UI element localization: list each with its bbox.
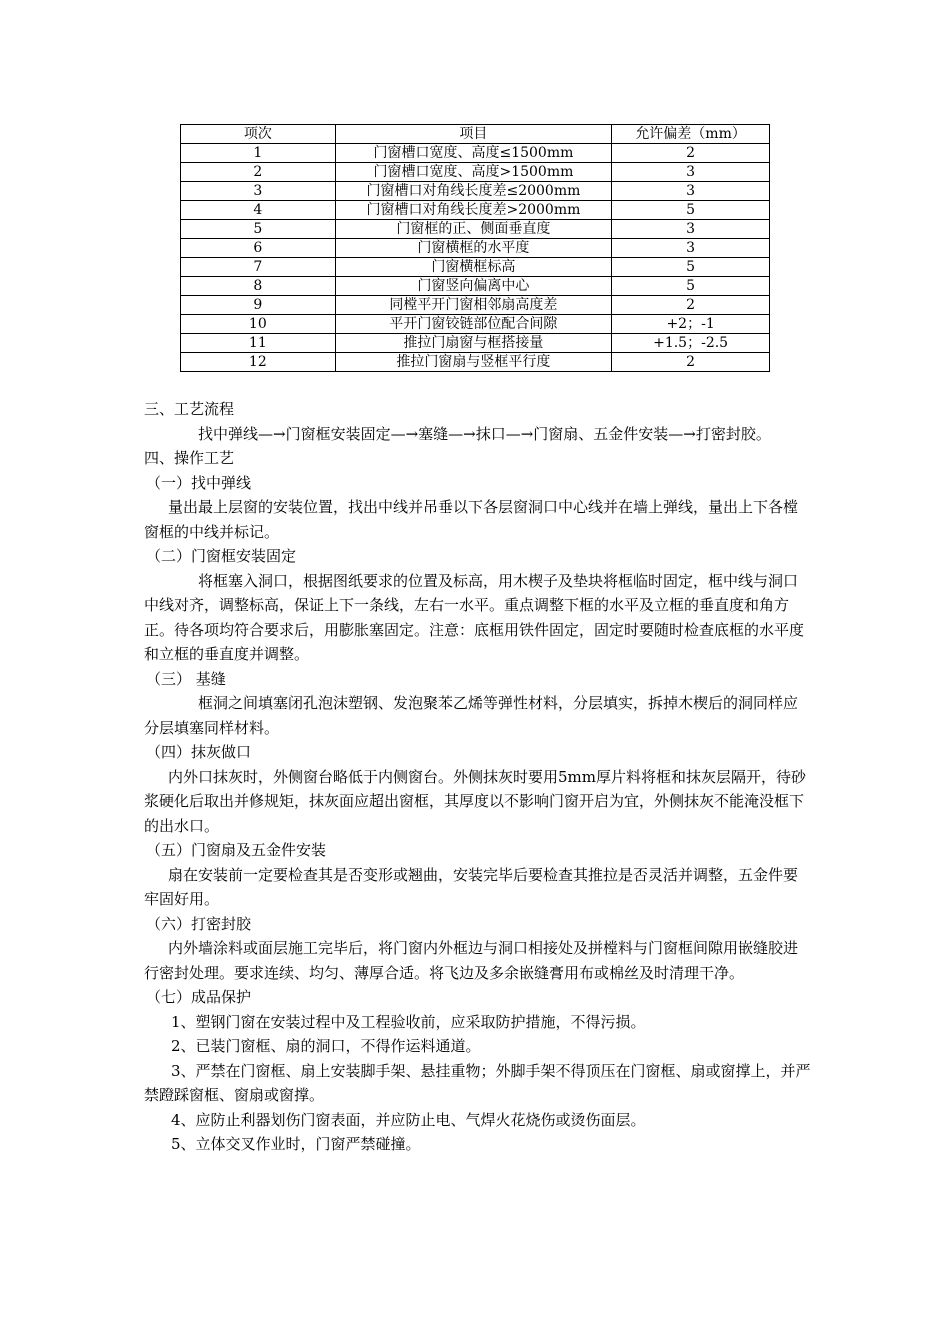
row-index-cell: 12 [181, 353, 336, 372]
row-item-cell: 门窗框的正、侧面垂直度 [335, 220, 612, 239]
row-tolerance-cell: 5 [612, 258, 770, 277]
subsection-body-4: 内外口抹灰时，外侧窗台略低于内侧窗台。外侧抹灰时要用5mm厚片料将框和抹灰层隔开，待砂浆硬化后取出并修规矩，抹灰面应超出窗框，其厚度以不影响门窗开启为宜，外侧抹灰不能淹没框下的出水口。 [144, 767, 806, 835]
table-row [181, 296, 770, 315]
table-row [181, 258, 770, 277]
row-index-cell: 5 [181, 220, 336, 239]
row-index-cell: 10 [181, 315, 336, 334]
subsection-title-5: （五）门窗扇及五金件安装 [146, 841, 327, 859]
table-row [181, 239, 770, 258]
row-index-cell: 7 [181, 258, 336, 277]
row-index-cell: 3 [181, 182, 336, 201]
row-index-cell: 2 [181, 163, 336, 182]
protection-item-5: 5、立体交叉作业时，门窗严禁碰撞。 [171, 1135, 421, 1153]
table-header-row [181, 125, 770, 144]
table-row [181, 315, 770, 334]
row-tolerance-cell: 5 [612, 277, 770, 296]
subsection-title-6: （六）打密封胶 [146, 914, 252, 933]
row-item-cell: 门窗槽口宽度、高度>1500mm [335, 163, 612, 182]
subsection-title-1: （一）找中弹线 [146, 473, 252, 492]
row-item-cell: 门窗横框的水平度 [335, 239, 612, 258]
section-heading-4: 四、操作工艺 [144, 449, 235, 467]
header-item: 项目 [335, 125, 612, 144]
protection-item-3: 3、严禁在门窗框、扇上安装脚手架、悬挂重物；外脚手架不得顶压在门窗框、扇或窗撑上，并严禁蹬踩窗框、窗扇或窗撑。 [144, 1061, 811, 1104]
row-item-cell: 平开门窗铰链部位配合间隙 [335, 315, 612, 334]
row-tolerance-cell: 3 [612, 239, 770, 258]
table-row [181, 182, 770, 201]
row-item-cell: 推拉门扇窗与框搭接量 [335, 334, 612, 353]
table-row [181, 220, 770, 239]
subsection-body-5: 扇在安装前一定要检查其是否变形或翘曲，安装完毕后要检查其推拉是否灵活并调整，五金件要牢固好用。 [144, 865, 799, 908]
row-tolerance-cell: 3 [612, 220, 770, 239]
row-tolerance-cell: 2 [612, 353, 770, 372]
section-heading-3: 三、工艺流程 [144, 400, 235, 418]
subsection-title-4: （四）抹灰做口 [146, 743, 252, 761]
row-item-cell: 门窗槽口对角线长度差>2000mm [335, 201, 612, 220]
row-tolerance-cell: 5 [612, 201, 770, 220]
subsection-title-2: （二）门窗框安装固定 [146, 547, 297, 565]
subsection-body-1: 量出最上层窗的安装位置，找出中线并吊垂以下各层窗洞口中心线并在墙上弹线，量出上下各樘窗框的中线并标记。 [144, 498, 799, 541]
protection-item-2: 2、已装门窗框、扇的洞口，不得作运料通道。 [171, 1037, 481, 1055]
row-tolerance-cell: 2 [612, 144, 770, 163]
row-tolerance-cell: 3 [612, 163, 770, 182]
header-index: 项次 [181, 125, 336, 144]
row-index-cell: 6 [181, 239, 336, 258]
row-index-cell: 1 [181, 144, 336, 163]
row-tolerance-cell: 2 [612, 296, 770, 315]
subsection-body-6: 内外墙涂料或面层施工完毕后，将门窗内外框边与洞口相接处及拼樘料与门窗框间隙用嵌缝胶进行密封处理。要求连续、均匀、薄厚合适。将飞边及多余嵌缝膏用布或棉丝及时清理干净。 [144, 939, 799, 982]
table-row [181, 163, 770, 182]
row-item-cell: 门窗槽口对角线长度差≤2000mm [335, 182, 612, 201]
protection-item-4: 4、应防止利器划伤门窗表面，并应防止电、气焊火花烧伤或烫伤面层。 [171, 1110, 646, 1129]
subsection-body-2: 将框塞入洞口，根据图纸要求的位置及标高，用木楔子及垫块将框临时固定，框中线与洞口中线对齐，调整标高，保证上下一条线，左右一水平。重点调整下框的水平及立框的垂直度和角方正。待各项均符合要求后，用膨胀塞固定。注意：底框用铁件固定，固定时要随时检查底框的水平度和立框的垂直度并调整。 [144, 571, 805, 663]
row-tolerance-cell: +1.5；-2.5 [612, 334, 770, 353]
row-item-cell: 同樘平开门窗相邻扇高度差 [335, 296, 612, 315]
body-text [144, 397, 812, 1157]
row-item-cell: 门窗竖向偏离中心 [335, 277, 612, 296]
table-row [181, 144, 770, 163]
row-item-cell: 推拉门窗扇与竖框平行度 [335, 353, 612, 372]
table-row [181, 353, 770, 372]
row-item-cell: 门窗横框标高 [335, 258, 612, 277]
header-tolerance: 允许偏差（mm） [612, 125, 770, 144]
subsection-title-3: （三） 基缝 [146, 669, 226, 688]
row-index-cell: 9 [181, 296, 336, 315]
subsection-body-3: 框洞之间填塞闭孔泡沫塑钢、发泡聚苯乙烯等弹性材料，分层填实，拆掉木楔后的洞同样应分层填塞同样材料。 [144, 694, 799, 737]
subsection-title-7: （七）成品保护 [146, 988, 252, 1006]
row-index-cell: 8 [181, 277, 336, 296]
row-index-cell: 4 [181, 201, 336, 220]
tolerance-table [180, 124, 770, 372]
process-flow: 找中弹线—→门窗框安装固定—→塞缝—→抹口—→门窗扇、五金件安装—→打密封胶。 [198, 424, 771, 443]
row-item-cell: 门窗槽口宽度、高度≤1500mm [335, 144, 612, 163]
table-row [181, 334, 770, 353]
table-row [181, 277, 770, 296]
protection-item-1: 1、塑钢门窗在安装过程中及工程验收前，应采取防护措施，不得污损。 [171, 1012, 646, 1031]
row-tolerance-cell: +2；-1 [612, 315, 770, 334]
table-row [181, 201, 770, 220]
row-index-cell: 11 [181, 334, 336, 353]
row-tolerance-cell: 3 [612, 182, 770, 201]
